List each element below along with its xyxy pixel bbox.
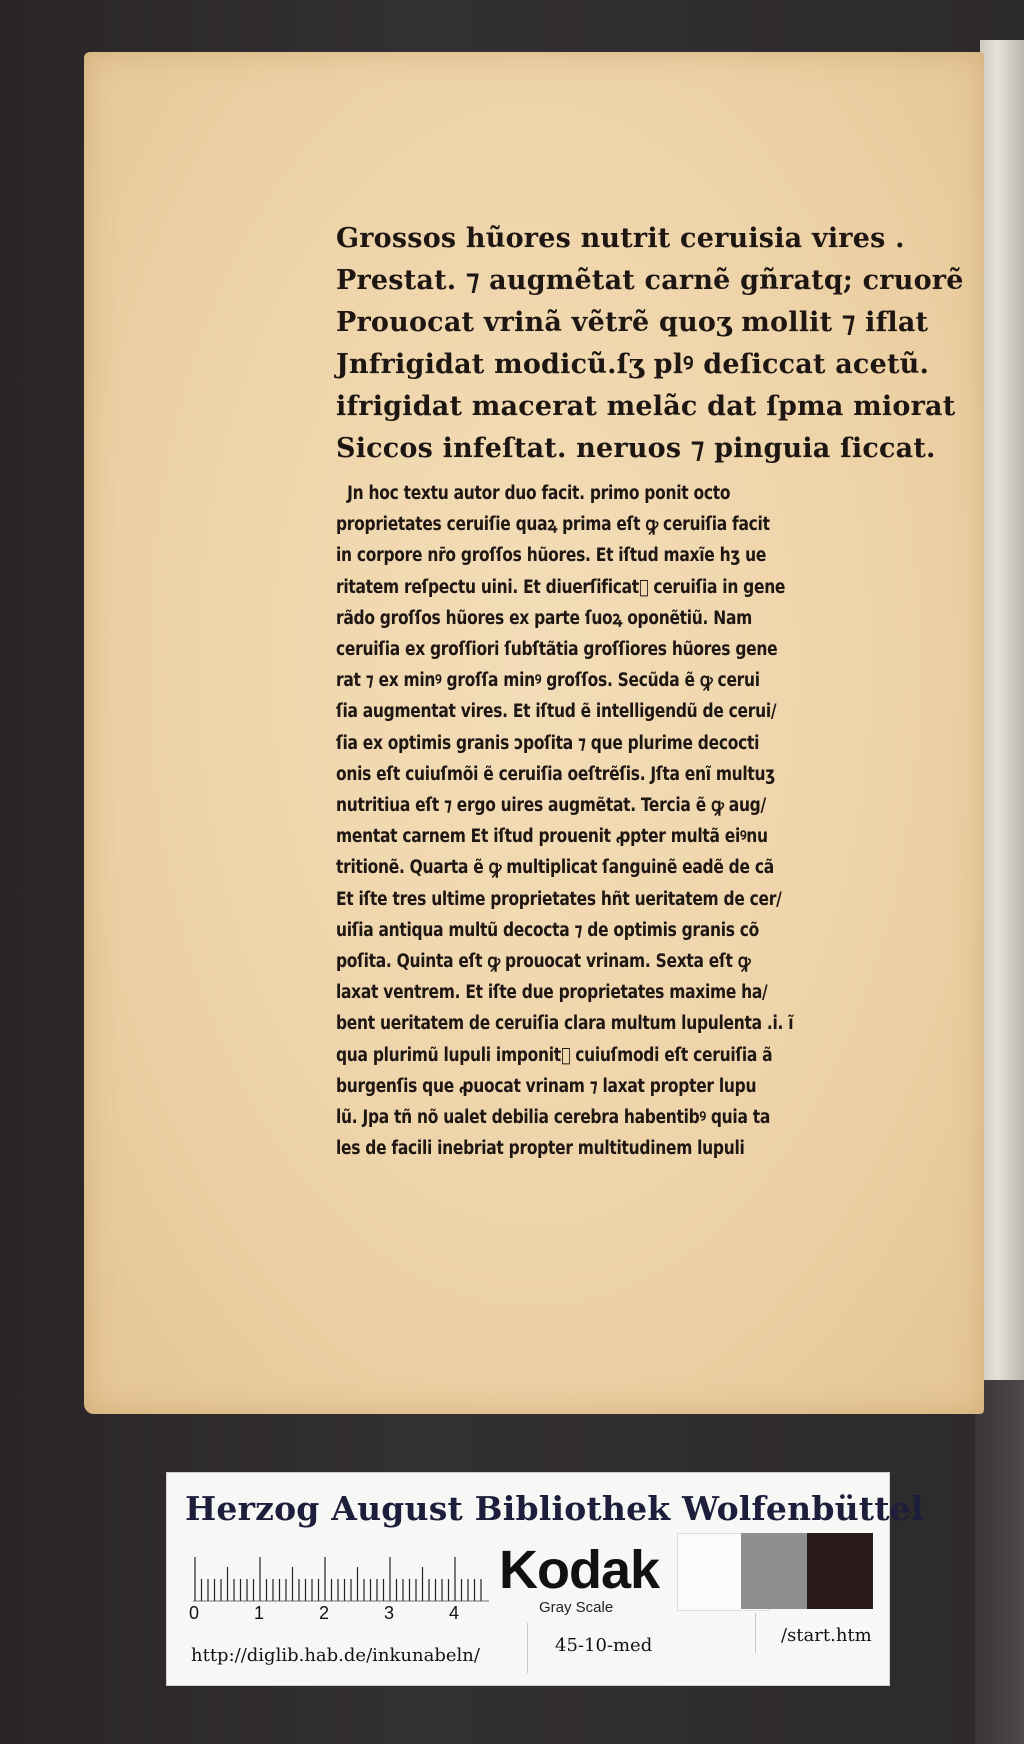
commentary-line: les de facili inebriat propter multitudinem lupuli [336, 1138, 745, 1160]
commentary-line: Jn hoc textu autor duo facit. primo ponit octo [347, 483, 731, 504]
card-divider [755, 1613, 756, 1653]
ruler-number: 3 [384, 1603, 395, 1623]
verse-line: ifrigidat macerat melãc dat ſpma miorat [336, 391, 956, 422]
commentary-line: qua plurimũ lupuli imponitᷣ cuiuſmodi eſt ceruiſia ã [336, 1044, 773, 1066]
swatch-black [807, 1533, 873, 1609]
commentary-line: tritionẽ. Quarta ẽ ꝙ multiplicat ſanguinẽ eadẽ de cã [336, 857, 774, 879]
verse-line: Siccos infeſtat. neruos ⁊ pinguia ſiccat. [336, 433, 936, 464]
kodak-logo [499, 1539, 660, 1619]
commentary-line: ſia augmentat vires. Et iſtud ẽ intelligendũ de cerui/ [336, 701, 777, 723]
verse-block [336, 218, 964, 470]
adjacent-leaf-shadow [975, 1380, 1024, 1744]
commentary-line: lũ. Jpa tñ nõ ualet debilia cerebra habentibꝰ quia ta [336, 1107, 771, 1129]
ruler-numbers [189, 1603, 493, 1627]
ruler-number: 4 [449, 1603, 460, 1623]
commentary-line: Et iſte tres ultime proprietates hñt ueritatem de cer/ [336, 888, 782, 910]
verse-line: Prouocat vrinã vẽtrẽ quoʒ mollit ⁊ iflat [336, 307, 929, 338]
verse-line: Jnfrigidat modicũ.ſʒ plꝰ deſiccat acetũ. [336, 349, 930, 380]
commentary-line: ſia ex optimis granis ɔpoſita ⁊ que plurime decocti [336, 732, 760, 754]
verse-line: Grossos hũores nutrit ceruisia vires . [336, 223, 905, 254]
commentary-line: bent ueritatem de ceruiſia clara multum lupulenta .i. ĩ [336, 1013, 794, 1035]
ruler-number: 2 [319, 1603, 330, 1623]
commentary-line: burgenſis que ꝓuocat vrinam ⁊ laxat propter lupu [336, 1075, 757, 1097]
kodak-wordmark: Kodak [499, 1540, 660, 1600]
commentary-line: poſita. Quinta eſt ꝙ prouocat vrinam. Sexta eſt ꝙ [336, 951, 751, 973]
commentary-line: proprietates ceruiſie quaꝝ prima eſt ꝙ ceruiſia facit [336, 514, 770, 536]
commentary-line: rãdo groſſos hũores ex parte ſuoꝝ oponẽtiũ. Nam [336, 607, 752, 629]
gray-scale-label: Gray Scale [539, 1599, 614, 1616]
digital-library-url: http://diglib.hab.de/inkunabeln/ [191, 1645, 480, 1666]
ruler-number: 0 [189, 1603, 200, 1623]
card-divider [527, 1623, 528, 1673]
commentary-block [336, 478, 857, 1164]
shelfmark-code: 45-10-med [555, 1635, 653, 1656]
commentary-line: rat ⁊ ex minꝰ groſſa minꝰ groſſos. Secũda ẽ ꝙ cerui [336, 670, 760, 692]
commentary-line: ceruiſia ex groſſiori ſubſtãtia groſſiores hũores gene [336, 639, 778, 661]
commentary-line: uiſia antiqua multũ decocta ⁊ de optimis granis cõ [336, 919, 760, 941]
verse-line: Prestat. ⁊ augmẽtat carnẽ gñratq; cruorẽ [336, 265, 964, 296]
text-block [336, 218, 964, 1164]
commentary-line: laxat ventrem. Et iſte due proprietates maxime ha/ [336, 982, 768, 1004]
library-title: Herzog August Bibliothek Wolfenbüttel [185, 1489, 924, 1528]
commentary-line: mentat carnem Et iſtud prouenit ꝓpter multã eiꝰnu [336, 826, 768, 848]
commentary-line: onis eſt cuiuſmõi ẽ ceruiſia oeſtrẽſis. Jſta enĩ multuʒ [336, 763, 775, 785]
swatch-gray [741, 1533, 807, 1609]
library-color-card [166, 1472, 924, 1686]
commentary-line: ritatem reſpectu uini. Et diuerſificatᷣ ceruiſia in gene [336, 576, 786, 598]
commentary-line: nutritiua eſt ⁊ ergo uires augmẽtat. Tercia ẽ ꝙ aug/ [336, 795, 766, 817]
ruler-number: 1 [254, 1603, 265, 1623]
commentary-line: in corpore nr̄o groſſos hũores. Et iſtud maxĩe hʒ ue [336, 545, 767, 567]
start-link-text: /start.htm [781, 1625, 872, 1646]
